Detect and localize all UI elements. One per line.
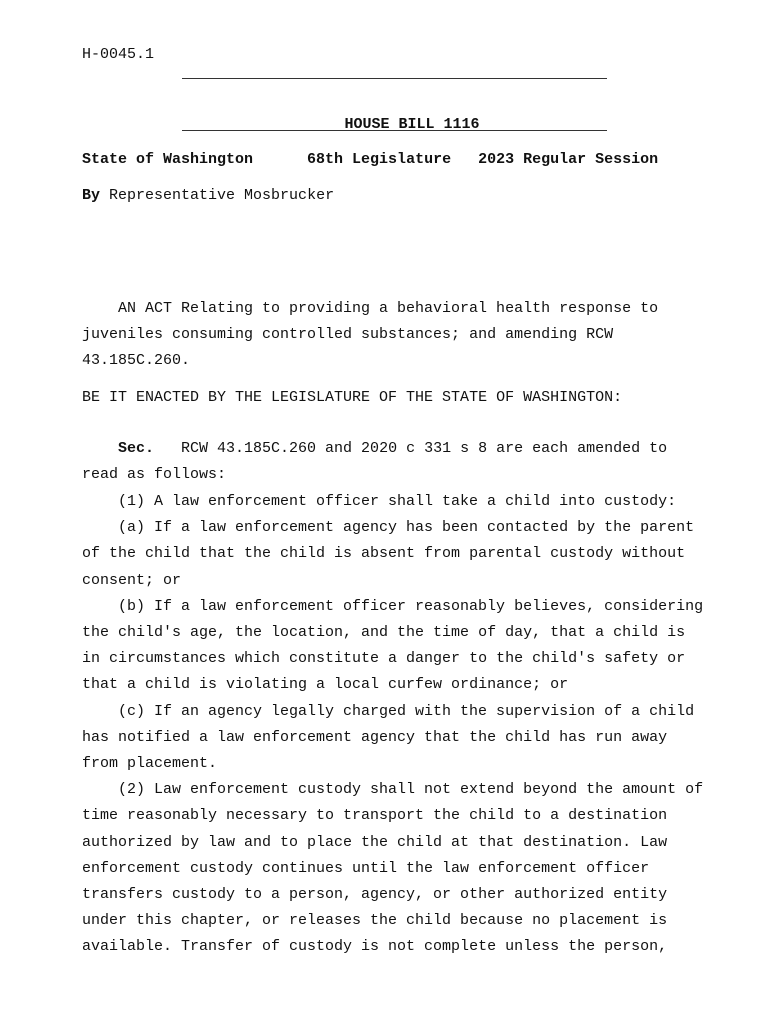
legislature-name: 68th Legislature [307,151,452,168]
act-line: 43.185C.260. [82,352,191,369]
document-id: H-0045.1 [82,46,155,63]
session-header [82,151,658,169]
body-line: (2) Law enforcement custody shall not extend beyond the amount of [118,781,704,798]
enacting-clause: BE IT ENACTED BY THE LEGISLATURE OF THE STATE OF WASHINGTON: [82,389,623,406]
by-label: By [82,187,101,204]
section-label: Sec. [118,440,155,457]
bottom-rule [182,130,607,131]
body-line: under this chapter, or releases the child because no placement is [82,912,668,929]
body-line: in circumstances which constitute a danger to the child's safety or [82,650,686,667]
body-line: time reasonably necessary to transport the child to a destination [82,807,668,824]
body-line: that a child is violating a local curfew ordinance; or [82,676,569,693]
body-line: of the child that the child is absent from parental custody without [82,545,686,562]
section-text: RCW 43.185C.260 and 2020 c 331 s 8 are each amended to [181,440,668,457]
top-rule [182,78,607,79]
body-line: (b) If a law enforcement officer reasonably believes, considering [118,598,704,615]
body-line: (a) If a law enforcement agency has been contacted by the parent [118,519,695,536]
session-name: 2023 Regular Session [478,151,659,168]
bill-title: HOUSE BILL 1116 [344,116,480,133]
act-line: juveniles consuming controlled substances; and amending RCW [82,326,614,343]
sponsor-line [82,187,334,205]
act-line: AN ACT Relating to providing a behavioral health response to [118,300,659,317]
body-line: available. Transfer of custody is not complete unless the person, [82,938,668,955]
body-line: (c) If an agency legally charged with the supervision of a child [118,703,695,720]
state-name: State of Washington [82,151,254,168]
body-line: consent; or [82,572,182,589]
body-line: authorized by law and to place the child at that destination. Law [82,834,668,851]
body-line: enforcement custody continues until the law enforcement officer [82,860,650,877]
body-line: from placement. [82,755,218,772]
body-line: the child's age, the location, and the time of day, that a child is [82,624,686,641]
section-text-continued: read as follows: [82,466,227,483]
section-heading [82,440,667,458]
sponsor-name: Representative Mosbrucker [109,187,335,204]
body-line: transfers custody to a person, agency, or other authorized entity [82,886,668,903]
body-line: (1) A law enforcement officer shall take a child into custody: [118,493,677,510]
body-line: has notified a law enforcement agency that the child has run away [82,729,668,746]
